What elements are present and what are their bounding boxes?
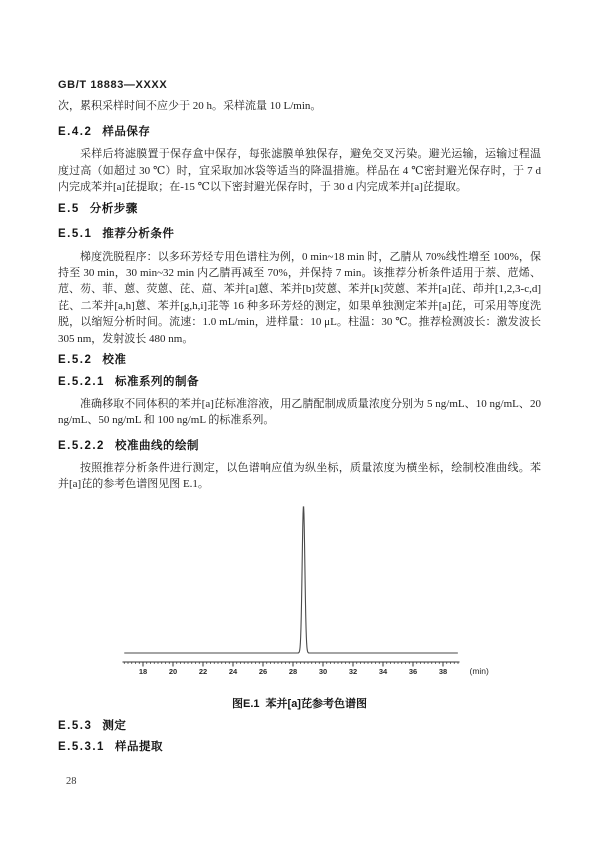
chromatogram-chart bbox=[58, 496, 541, 686]
section-number: E.5.2.1 bbox=[58, 376, 105, 389]
svg-text:28: 28 bbox=[288, 666, 298, 676]
paragraph-continued: 次，累积采样时间不应少于 20 h。采样流量 10 L/min。 bbox=[58, 100, 322, 112]
standard-code: GB/T 18883—XXXX bbox=[58, 79, 168, 91]
section-number: E.5.2 bbox=[58, 354, 93, 367]
heading-e51 bbox=[58, 228, 541, 241]
figure-caption bbox=[58, 697, 541, 711]
section-number: E.5 bbox=[58, 202, 80, 215]
svg-text:20: 20 bbox=[168, 666, 178, 676]
heading-e42 bbox=[58, 126, 541, 139]
section-title: 测定 bbox=[102, 719, 127, 732]
section-title: 推荐分析条件 bbox=[102, 227, 175, 240]
heading-e531 bbox=[58, 741, 541, 754]
section-number: E.5.3.1 bbox=[58, 740, 105, 753]
chromatogram-figure bbox=[58, 496, 541, 711]
page-number: 28 bbox=[66, 776, 77, 787]
section-number: E.5.1 bbox=[58, 227, 93, 240]
svg-text:32: 32 bbox=[348, 666, 358, 676]
heading-e52 bbox=[58, 354, 541, 367]
section-number: E.5.3 bbox=[58, 719, 93, 732]
paragraph-analysis-conditions: 梯度洗脱程序：以多环芳烃专用色谱柱为例，0 min~18 min 时，乙腈从 70%线性增至 100%，保持至 30 min，30 min~32 min 内乙腈再减至 70%，并保持 7 min。该推荐分析条件适用于萘、苊烯、苊、芴、菲、蒽、荧蒽、芘、䓛、苯并[a]蒽、苯并[b]荧蒽、苯并[k]荧蒽、苯并[a]芘、茚并[1,2,3-c,d]芘、二苯并[a,h]蒽、苯并[g,h,i]苝等 16 种多环芳烃的测定，如果单独测定苯并[a]芘，可采用等度洗脱，以缩短分析时间。流速：1.0 mL/min，进样量：10 μL。柱温：30 ℃。推荐检测波长：激发波长 305 nm，发射波长 480 nm。 bbox=[58, 250, 541, 345]
section-title: 标准系列的制备 bbox=[114, 376, 199, 389]
section-number: E.5.2.2 bbox=[58, 439, 105, 452]
section-title: 分析步骤 bbox=[89, 202, 138, 215]
paragraph-standard-series: 准确移取不同体积的苯并[a]芘标准溶液，用乙腈配制成质量浓度分别为 5 ng/mL、10 ng/mL、20 ng/mL、50 ng/mL 和 100 ng/mL 的标准系列。 bbox=[58, 398, 541, 427]
figure-label: 图E.1 bbox=[232, 697, 260, 710]
svg-text:38: 38 bbox=[438, 666, 448, 676]
svg-text:30: 30 bbox=[318, 666, 328, 676]
svg-text:36: 36 bbox=[408, 666, 418, 676]
svg-text:(min): (min) bbox=[469, 665, 489, 676]
section-title: 样品保存 bbox=[102, 126, 151, 139]
svg-text:24: 24 bbox=[228, 666, 238, 676]
heading-e522 bbox=[58, 440, 541, 453]
paragraph-calibration-curve: 按照推荐分析条件进行测定，以色谱响应值为纵坐标，质量浓度为横坐标，绘制校准曲线。苯并[a]芘的参考色谱图见图 E.1。 bbox=[58, 461, 541, 491]
svg-text:34: 34 bbox=[378, 666, 388, 676]
section-title: 样品提取 bbox=[114, 740, 163, 753]
paragraph-sample-storage: 采样后将滤膜置于保存盒中保存，每张滤膜单独保存，避免交叉污染。避光运输，运输过程温度过高（如超过 30 ℃）时，宜采取加冰袋等适当的降温措施。样品在 4 ℃密封避光保存时，于 7 d 内完成苯并[a]芘提取；在-15 ℃以下密封避光保存时，于 30 d 内完成苯并[a]芘提取。 bbox=[58, 148, 541, 194]
section-number: E.4.2 bbox=[58, 126, 93, 139]
heading-e521 bbox=[58, 376, 541, 389]
svg-text:26: 26 bbox=[258, 666, 268, 676]
heading-e5 bbox=[58, 203, 541, 216]
svg-text:22: 22 bbox=[198, 666, 208, 676]
svg-text:18: 18 bbox=[138, 666, 148, 676]
heading-e53 bbox=[58, 720, 541, 733]
section-title: 校准曲线的绘制 bbox=[114, 439, 199, 452]
figure-title: 苯并[a]芘参考色谱图 bbox=[265, 697, 367, 710]
section-title: 校准 bbox=[102, 354, 127, 367]
